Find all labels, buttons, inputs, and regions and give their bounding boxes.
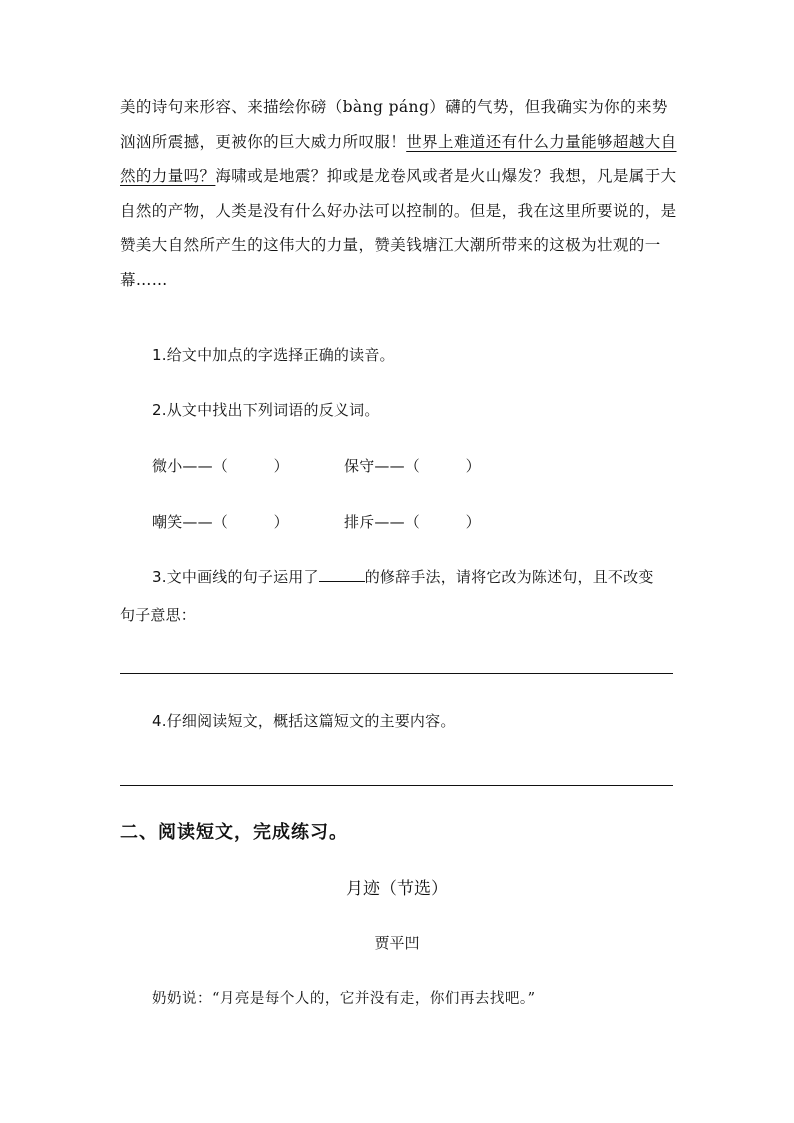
- antonym-item-1: 微小——（ ）: [152, 457, 289, 475]
- article-quote: 奶奶说：“月亮是每个人的，它并没有走，你们再去找吧。”: [152, 991, 536, 1007]
- article-title: 月迹（节选）: [346, 879, 448, 899]
- antonym-item-4: 排斥——（ ）: [344, 513, 481, 531]
- question-3: [152, 566, 654, 587]
- question-3-part1: 3.文中画线的句子运用了: [152, 568, 319, 586]
- passage-text-part1: 美的诗句来形容、来描绘你磅（bàng páng）礴的气势，但我确实为你的来势汹汹所震撼，更被你的巨大威力所叹服！: [120, 98, 668, 151]
- section-heading: 二、阅读短文，完成练习。: [120, 822, 348, 843]
- fill-in-blank[interactable]: [319, 567, 365, 582]
- question-4: 4.仔细阅读短文，概括这篇短文的主要内容。: [152, 712, 456, 730]
- question-2: 2.从文中找出下列词语的反义词。: [152, 401, 380, 419]
- passage-paragraph: [120, 90, 680, 297]
- antonym-item-2: 保守——（ ）: [344, 457, 481, 475]
- question-1: 1.给文中加点的字选择正确的读音。: [152, 346, 395, 364]
- article-author: 贾平凹: [374, 934, 420, 952]
- underlined-sentence: 世界上难道还有什么力量能够超越大自然的力量吗？: [120, 132, 677, 185]
- answer-line-3[interactable]: [120, 673, 673, 674]
- antonym-item-3: 嘲笑——（ ）: [152, 513, 289, 531]
- passage-text-part2: 海啸或是地震？抑或是龙卷风或者是火山爆发？我想，凡是属于大自然的产物，人类是没有什么好办法可以控制的。但是，我在这里所要说的，是赞美大自然所产生的这伟大的力量，赞美钱塘江大潮所带来的这极为壮观的一幕……: [120, 167, 677, 289]
- question-3-continuation: 句子意思：: [120, 606, 197, 624]
- question-3-part2: 的修辞手法，请将它改为陈述句，且不改变: [364, 568, 654, 586]
- answer-line-4[interactable]: [120, 785, 673, 786]
